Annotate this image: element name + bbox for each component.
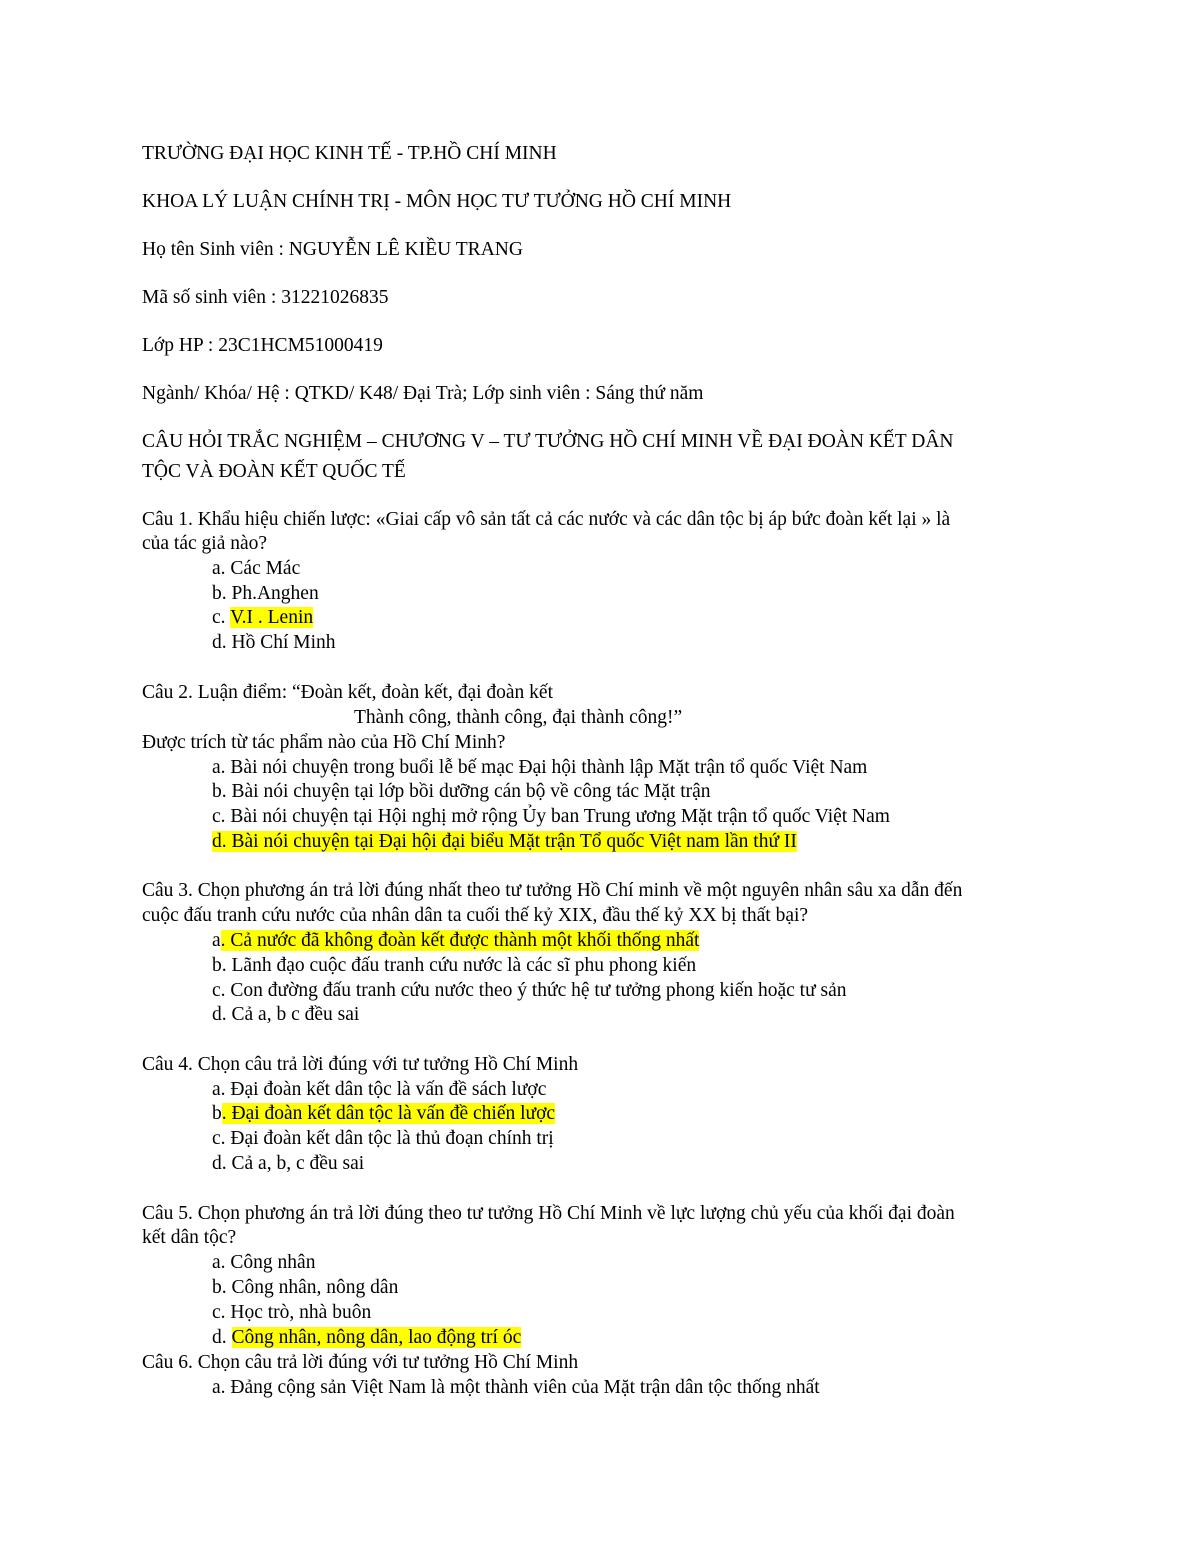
option-text: Học trò, nhà buôn [230, 1302, 372, 1323]
question-5-text-cont: kết dân tộc? [142, 1227, 237, 1248]
option-label: d. [212, 632, 232, 653]
option-text: Lãnh đạo cuộc đấu tranh cứu nước là các sĩ phu phong kiến [231, 955, 697, 976]
student-name: Họ tên Sinh viên : NGUYỄN LÊ KIỀU TRANG [142, 239, 523, 260]
question-4-text: Câu 4. Chọn câu trả lời đúng với tư tưởng Hồ Chí Minh [142, 1054, 579, 1075]
question-3-text: Câu 3. Chọn phương án trả lời đúng nhất theo tư tưởng Hồ Chí minh về một nguyên nhân sâu xa dẫn đến [142, 880, 963, 901]
option-text: Bài nói chuyện tại Hội nghị mở rộng Ủy ban Trung ương Mặt trận tổ quốc Việt Nam [230, 806, 890, 827]
option-text: Con đường đấu tranh cứu nước theo ý thức hệ tư tưởng phong kiến hoặc tư sản [230, 980, 847, 1001]
question-4-option-d [212, 1152, 364, 1176]
option-label: a. [212, 558, 231, 579]
question-3-option-a [212, 929, 699, 953]
question-4-option-a [212, 1078, 546, 1102]
option-label: c. [212, 980, 231, 1001]
question-1-option-a [212, 557, 300, 581]
option-label: c. [212, 1128, 231, 1149]
option-text: Hồ Chí Minh [231, 632, 336, 653]
option-label: b. [212, 583, 232, 604]
question-4-option-b [212, 1102, 555, 1126]
option-label: a. [212, 1079, 231, 1100]
option-label: d. [212, 1327, 232, 1348]
option-label: c. [212, 1302, 231, 1323]
option-text: Bài nói chuyện trong buổi lễ bế mạc Đại hội thành lập Mặt trận tổ quốc Việt Nam [230, 757, 868, 778]
option-label: c. [212, 806, 231, 827]
option-text: Ph.Anghen [231, 583, 319, 604]
option-label: d. [212, 1153, 232, 1174]
question-2-quote-cont: Thành công, thành công, đại thành công!” [354, 707, 683, 728]
question-5-option-c [212, 1301, 371, 1325]
highlighted-answer: . Đại đoàn kết dân tộc là vấn đề chiến lược [221, 1103, 556, 1124]
program-info: Ngành/ Khóa/ Hệ : QTKD/ K48/ Đại Trà; Lớp sinh viên : Sáng thứ năm [142, 383, 704, 404]
option-text: Đại đoàn kết dân tộc là vấn đề sách lược [230, 1079, 547, 1100]
question-4-option-c [212, 1127, 554, 1151]
question-3-option-c [212, 979, 847, 1003]
question-3-option-d [212, 1003, 359, 1027]
option-text: Công nhân, nông dân [231, 1277, 399, 1298]
class-code: Lớp HP : 23C1HCM51000419 [142, 335, 383, 356]
question-2-text: Câu 2. Luận điểm: “Đoàn kết, đoàn kết, đại đoàn kết [142, 682, 554, 703]
option-text: Cả a, b, c đều sai [231, 1153, 365, 1174]
option-text: Bài nói chuyện tại lớp bồi dưỡng cán bộ về công tác Mặt trận [231, 781, 711, 802]
question-1-text: Câu 1. Khẩu hiệu chiến lược: «Giai cấp vô sản tất cả các nước và các dân tộc bị áp bức đoàn kết lại » là [142, 509, 951, 530]
option-label: b. [212, 781, 232, 802]
question-1-option-b [212, 582, 319, 606]
question-5-text: Câu 5. Chọn phương án trả lời đúng theo tư tưởng Hồ Chí Minh về lực lượng chủ yếu của khối đại đoàn [142, 1203, 955, 1224]
question-1-text-cont: của tác giả nào? [142, 533, 268, 554]
option-label: b. [212, 1277, 232, 1298]
option-label: b [212, 1103, 222, 1124]
question-3-text-cont: cuộc đấu tranh cứu nước của nhân dân ta cuối thế kỷ XIX, đầu thế kỷ XX bị thất bại? [142, 905, 809, 926]
question-2-option-b [212, 780, 711, 804]
question-1-option-d [212, 631, 336, 655]
question-5-option-b [212, 1276, 398, 1300]
option-label: c. [212, 607, 231, 628]
question-2-option-d [212, 830, 797, 854]
highlighted-answer: Bài nói chuyện tại Đại hội đại biểu Mặt trận Tổ quốc Việt nam lần thứ II [231, 831, 797, 852]
student-id: Mã số sinh viên : 31221026835 [142, 287, 389, 308]
option-label: b. [212, 955, 232, 976]
faculty-name: KHOA LÝ LUẬN CHÍNH TRỊ - MÔN HỌC TƯ TƯỞNG HỒ CHÍ MINH [142, 191, 732, 212]
school-name: TRƯỜNG ĐẠI HỌC KINH TẾ - TP.HỒ CHÍ MINH [142, 143, 557, 164]
highlighted-answer: . Cả nước đã không đoàn kết được thành một khối thống nhất [220, 930, 700, 951]
option-text: Công nhân [230, 1252, 316, 1273]
question-5-option-a [212, 1251, 315, 1275]
question-2-text-cont: Được trích từ tác phẩm nào của Hồ Chí Minh? [142, 732, 506, 753]
option-label: a. [212, 1377, 231, 1398]
question-2-option-c [212, 805, 890, 829]
highlighted-answer: Công nhân, nông dân, lao động trí óc [231, 1327, 522, 1348]
option-text: Các Mác [230, 558, 301, 579]
option-label: a. [212, 1252, 231, 1273]
question-2-option-a [212, 756, 867, 780]
question-5-option-d [212, 1326, 521, 1350]
question-6-text: Câu 6. Chọn câu trả lời đúng với tư tưởng Hồ Chí Minh [142, 1352, 579, 1373]
question-6-option-a [212, 1376, 820, 1400]
option-text: Cả a, b c đều sai [231, 1004, 360, 1025]
document-title-line-1: CÂU HỎI TRẮC NGHIỆM – CHƯƠNG V – TƯ TƯỞNG HỒ CHÍ MINH VỀ ĐẠI ĐOÀN KẾT DÂN [142, 431, 954, 452]
option-text: Đảng cộng sản Việt Nam là một thành viên của Mặt trận dân tộc thống nhất [230, 1377, 820, 1398]
option-text: Đại đoàn kết dân tộc là thủ đoạn chính trị [230, 1128, 554, 1149]
option-label: a. [212, 757, 231, 778]
question-3-option-b [212, 954, 696, 978]
option-label: d. [212, 1004, 232, 1025]
highlighted-label: d. [212, 831, 232, 852]
question-1-option-c [212, 606, 313, 630]
highlighted-answer: V.I . Lenin [230, 607, 314, 628]
document-title-line-2: TỘC VÀ ĐOÀN KẾT QUỐC TẾ [142, 461, 406, 482]
option-label: a [212, 930, 221, 951]
